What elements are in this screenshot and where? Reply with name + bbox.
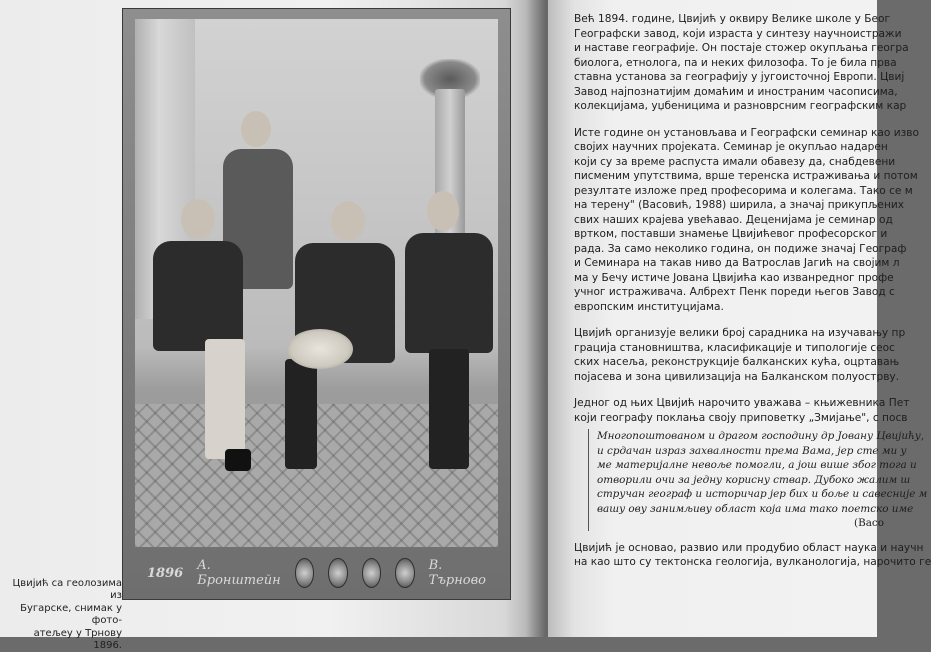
- text-line: Исте године он установљава и Географски семинар као изво: [574, 126, 919, 139]
- text-line: колекцијама, уџбеницима и разноврсним географским кар: [574, 100, 907, 112]
- photo-mount-imprint: [135, 552, 498, 594]
- photo-caption: [4, 578, 122, 652]
- medal-icon: [395, 558, 414, 588]
- text-line: грација становништва, класификације и типологије сеос: [574, 341, 895, 354]
- text-line: ма у Бечу истиче Јована Цвијића као изванредног профе: [574, 271, 894, 284]
- text-line: Једног од њих Цвијић нарочито уважава – књижевника Пет: [574, 397, 910, 409]
- quote-line: и срдачан израз захвалности према Вама, јер сте ми у: [597, 444, 907, 457]
- text-line: Цвијић организује велики број сарадника на изучавању пр: [574, 327, 906, 339]
- text-line: рада. За само неколико година, он подиже значај Географ: [574, 242, 907, 255]
- text-line: Већ 1894. године, Цвијић у оквиру Велике школе у Беог: [574, 13, 891, 25]
- quote-attribution: (Васо: [854, 517, 884, 529]
- text-line: вртком, поставши знамење Цвијићевог професорског и: [574, 228, 888, 240]
- text-line: који су за време распуста имали обавезу да, снабдевени: [574, 155, 896, 168]
- paragraph-4: [574, 396, 914, 425]
- quote-line: вашу ову занимљиву област која има тако поетско име: [597, 502, 914, 515]
- text-line: свих наших крајева увећавао. Деценијама је семинар од: [574, 213, 893, 226]
- caption-line: атељеу у Трнову 1896.: [33, 627, 122, 652]
- paragraph-3: [574, 326, 914, 384]
- right-page: [548, 0, 931, 637]
- medal-icon: [328, 558, 347, 588]
- body-text: [574, 12, 931, 582]
- caption-line: Бугарске, снимак у фото-: [20, 602, 122, 627]
- text-line: на терену" (Васовић, 1988) ширила, а значај прикупљених: [574, 199, 905, 211]
- text-line: појасева и зона цивилизација на Балканском полуострву.: [574, 370, 900, 383]
- quote-line: Многопоштованом и драгом господину др Јовану Цвијићу,: [597, 430, 925, 442]
- text-line: на као што су тектонска геологија, вулканологија, нарочито ге: [574, 556, 931, 568]
- mount-year: 1896: [147, 565, 184, 581]
- paragraph-2: [574, 126, 919, 315]
- text-line: који географу поклања своју приповетку „Змијање", с посв: [574, 411, 908, 424]
- paragraph-5: [574, 541, 931, 570]
- text-line: учног истраживача. Албрехт Пенк пореди његов Завод с: [574, 286, 895, 298]
- text-line: Географски завод, који израста у синтезу научноистражи: [574, 27, 902, 40]
- mount-city: В. Търново: [428, 558, 487, 588]
- text-line: резултате изложе пред професорима и колегама. Тако се м: [574, 184, 913, 197]
- quote-line: ме материјалне невоље помогли, а још више због тога и: [597, 459, 917, 471]
- dedication-quote: [588, 429, 928, 531]
- text-line: Завод најпознатијим домаћим и иностраним часописима,: [574, 85, 898, 98]
- caption-line: Цвијић са геолозима из: [12, 578, 122, 602]
- text-line: ставна установа за географију у југоисточној Европи. Цвиј: [574, 71, 905, 83]
- historical-photograph: [122, 8, 511, 600]
- text-line: и Семинара на такав ниво да Ватрослав Јагић на својим л: [574, 257, 900, 269]
- text-line: и наставе географије. Он постаје стожер окупљања геогра: [574, 42, 909, 54]
- text-line: својих научних пројеката. Семинар је окупљао надарен: [574, 141, 888, 153]
- mount-studio-name: A. Бронштейн: [197, 558, 281, 588]
- quote-line: отворили очи за једну корисну ствар. Дубоко жалим ш: [597, 473, 911, 486]
- text-line: ских насеља, реконструкције балканских кућа, оцртавањ: [574, 356, 900, 368]
- text-line: писменим упутствима, врше теренска истраживања и потом: [574, 170, 918, 182]
- paragraph-1: [574, 12, 914, 114]
- quote-line: стручан географ и историчар јер бих и боље и савесније м: [597, 488, 928, 500]
- text-line: Цвијић је основао, развио или продубио област наука и научн: [574, 541, 924, 554]
- photo-image-area: [135, 19, 498, 547]
- text-line: европским институцијама.: [574, 300, 724, 313]
- text-line: биолога, етнолога, па и неких филозофа. То је била прва: [574, 56, 897, 69]
- medal-icon: [362, 558, 381, 588]
- medal-icon: [295, 558, 314, 588]
